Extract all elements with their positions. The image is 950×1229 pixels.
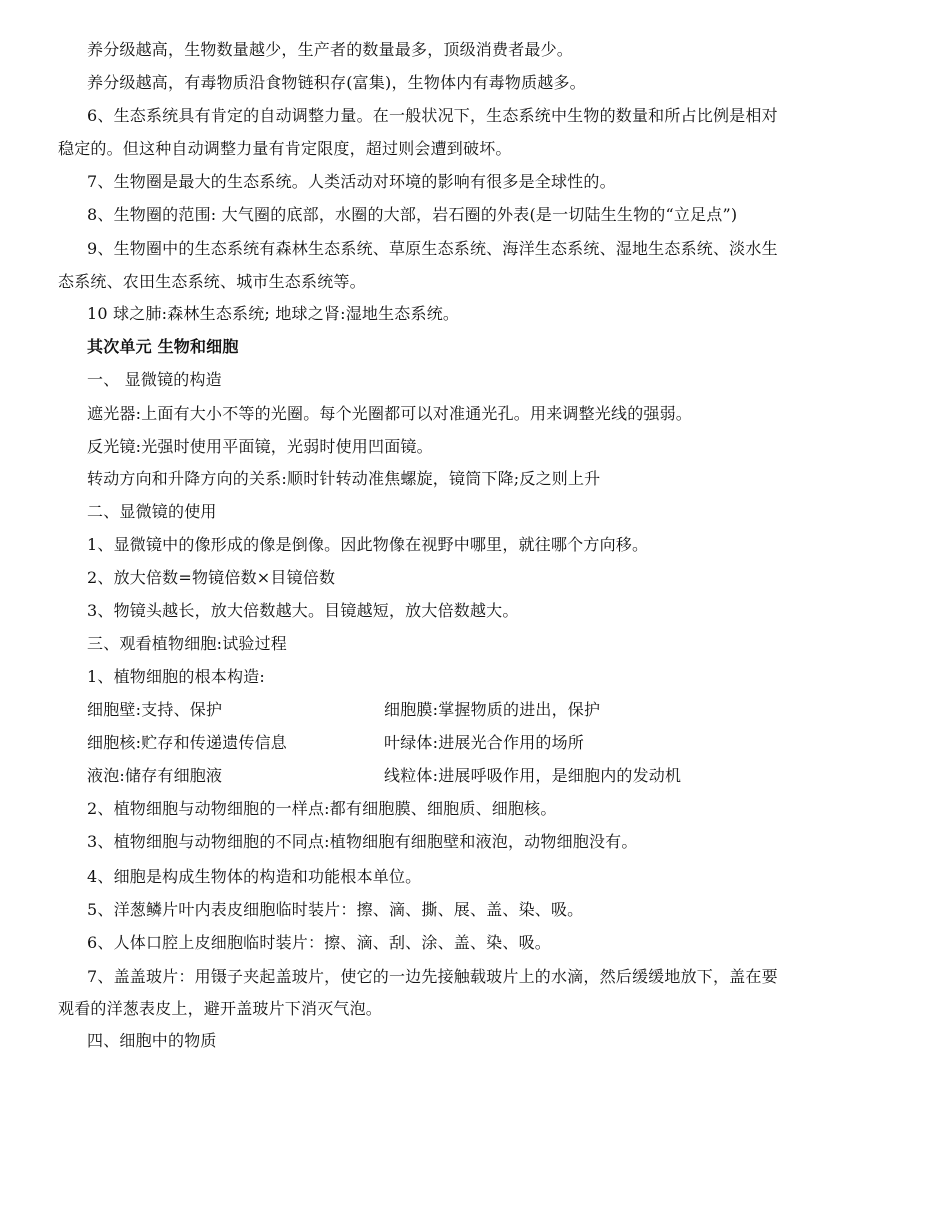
structure-cell: 细胞壁:支持、保护 [87, 700, 223, 719]
structure-cell: 细胞核:贮存和传递遗传信息 [87, 733, 287, 752]
paragraph-line: 遮光器:上面有大小不等的光圈。每个光圈都可以对准通光孔。用来调整光线的强弱。 [87, 404, 692, 423]
paragraph-line: 2、放大倍数=物镜倍数×目镜倍数 [87, 568, 336, 587]
paragraph-line: 2、植物细胞与动物细胞的一样点:都有细胞膜、细胞质、细胞核。 [87, 799, 557, 818]
structure-cell: 液泡:储存有细胞液 [87, 766, 223, 785]
paragraph-line: 7、生物圈是最大的生态系统。人类活动对环境的影响有很多是全球性的。 [87, 172, 616, 191]
paragraph-line: 1、显微镜中的像形成的像是倒像。因此物像在视野中哪里，就往哪个方向移。 [87, 535, 649, 554]
paragraph-line: 观看的洋葱表皮上，避开盖玻片下消灭气泡。 [58, 999, 383, 1018]
paragraph-line: 反光镜:光强时使用平面镜，光弱时使用凹面镜。 [87, 437, 433, 456]
paragraph-line: 7、盖盖玻片：用镊子夹起盖玻片，使它的一边先接触载玻片上的水滴，然后缓缓地放下，盖在要 [87, 967, 778, 986]
paragraph-line: 9、生物圈中的生态系统有森林生态系统、草原生态系统、海洋生态系统、湿地生态系统、淡水生 [87, 239, 778, 258]
paragraph-line: 1、植物细胞的根本构造: [87, 667, 265, 686]
paragraph-line: 转动方向和升降方向的关系:顺时针转动准焦螺旋，镜筒下降;反之则上升 [87, 469, 601, 488]
paragraph-line: 3、植物细胞与动物细胞的不同点:植物细胞有细胞壁和液泡，动物细胞没有。 [87, 832, 638, 851]
paragraph-line: 5、洋葱鳞片叶内表皮细胞临时装片：擦、滴、撕、展、盖、染、吸。 [87, 900, 584, 919]
paragraph-line: 8、生物圈的范围: 大气圈的底部，水圈的大部，岩石圈的外表(是一切陆生生物的“立足点”) [87, 205, 738, 224]
paragraph-line: 6、生态系统具有肯定的自动调整力量。在一般状况下，生态系统中生物的数量和所占比例是相对 [87, 106, 778, 125]
paragraph-line: 6、人体口腔上皮细胞临时装片：擦、滴、刮、涂、盖、染、吸。 [87, 933, 551, 952]
subsection-heading: 一、 显微镜的构造 [87, 370, 222, 389]
paragraph-line: 养分级越高，生物数量越少，生产者的数量最多，顶级消费者最少。 [87, 40, 574, 59]
paragraph-line: 稳定的。但这种自动调整力量有肯定限度，超过则会遭到破坏。 [58, 139, 512, 158]
paragraph-line: 3、物镜头越长，放大倍数越大。目镜越短，放大倍数越大。 [87, 601, 519, 620]
paragraph-line: 4、细胞是构成生物体的构造和功能根本单位。 [87, 867, 422, 886]
subsection-heading: 三、观看植物细胞:试验过程 [87, 634, 287, 653]
paragraph-line: 态系统、农田生态系统、城市生态系统等。 [58, 272, 366, 291]
subsection-heading: 四、细胞中的物质 [87, 1031, 217, 1050]
structure-cell: 叶绿体:进展光合作用的场所 [384, 733, 584, 752]
subsection-heading: 二、显微镜的使用 [87, 502, 217, 521]
structure-cell: 线粒体:进展呼吸作用，是细胞内的发动机 [384, 766, 682, 785]
paragraph-line: 养分级越高，有毒物质沿食物链积存(富集)，生物体内有毒物质越多。 [87, 73, 586, 92]
section-heading: 其次单元 生物和细胞 [87, 337, 239, 356]
structure-cell: 细胞膜:掌握物质的进出，保护 [384, 700, 601, 719]
paragraph-line: 10 球之肺:森林生态系统; 地球之肾:湿地生态系统。 [87, 304, 460, 323]
